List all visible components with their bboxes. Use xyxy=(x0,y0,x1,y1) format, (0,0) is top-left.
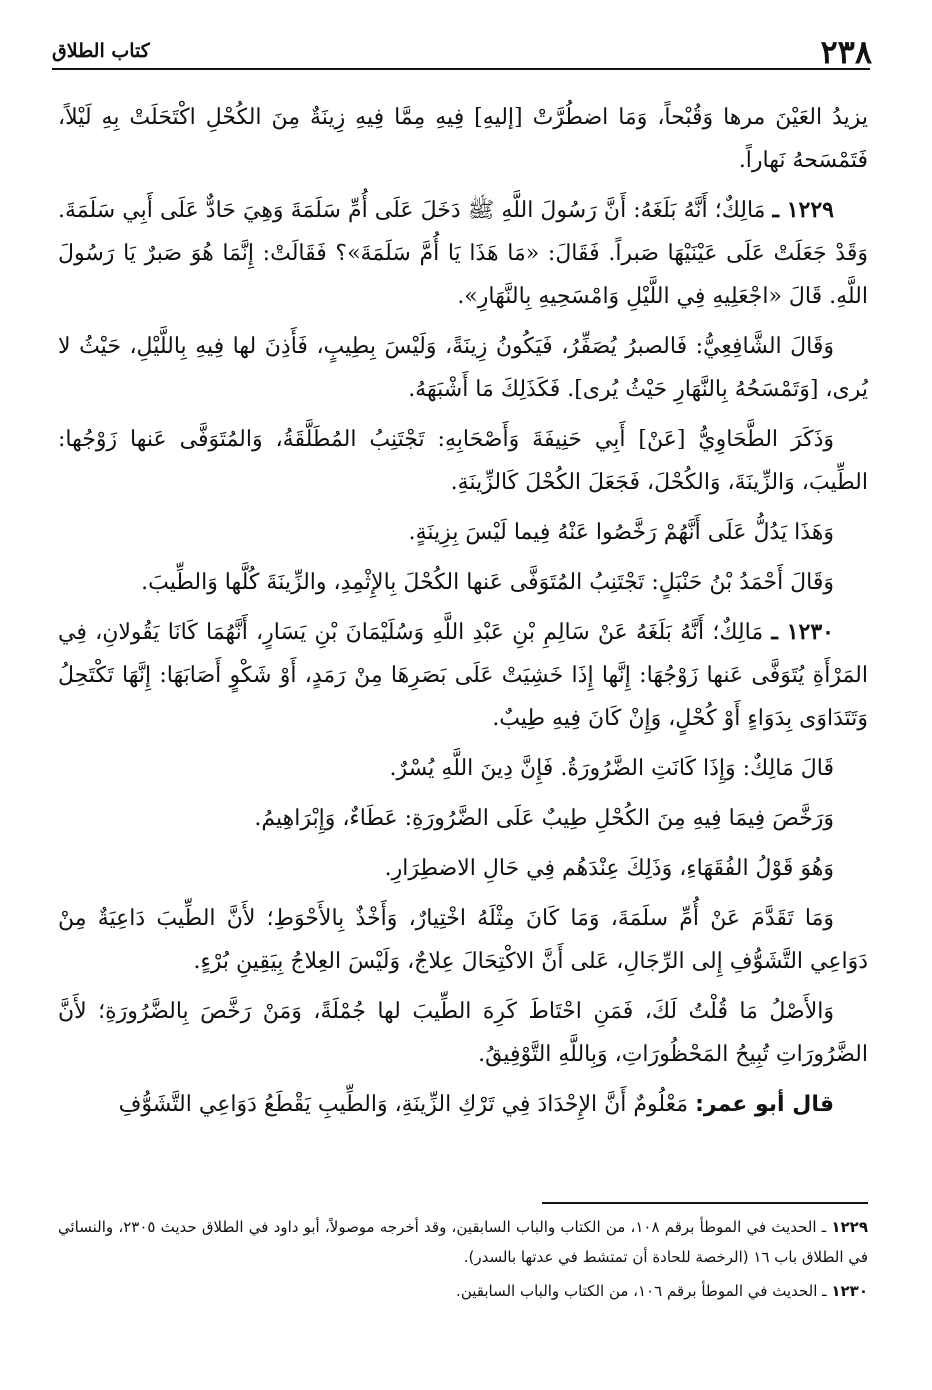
speaker-lead: قال أبو عمر: xyxy=(695,1092,834,1117)
page-header xyxy=(52,32,872,72)
footnote-number: ١٢٣٠ xyxy=(831,1282,868,1300)
footnote xyxy=(58,1276,868,1306)
paragraph-text: وَهَذَا يَدُلُّ عَلَى أَنَّهُمْ رَخَّصُوا عَنْهُ فِيما لَيْسَ بِزِينَةٍ. xyxy=(408,520,834,545)
hadith-1229 xyxy=(58,189,868,318)
paragraph xyxy=(58,511,868,554)
footnote-text: ـ الحديث في الموطأ برقم ١٠٨، من الكتاب والباب السابقين، وقد أخرجه موصولاً، أبو داود في الطلاق حديث ٢٣٠٥، والنسائي في الطلاق باب ١٦ (الرخصة للحادة أن تمتشط في عدتها بالسدر). xyxy=(58,1218,868,1266)
footnote-rule xyxy=(542,1202,868,1204)
paragraph xyxy=(58,1083,868,1126)
page-number: ٢٣٨ xyxy=(820,33,872,71)
paragraph xyxy=(58,325,868,411)
footnotes xyxy=(58,1212,868,1306)
footnote xyxy=(58,1212,868,1272)
footnote-number: ١٢٢٩ xyxy=(831,1218,868,1236)
paragraph xyxy=(58,847,868,890)
paragraph-text: وَذَكَرَ الطَّحَاوِيُّ [عَنْ] أَبِي حَنِيفَةَ وَأَصْحَابِهِ: تَجْتَنِبُ المُطَلَّقَةُ، وَالمُتَوَفَّى عَنها زَوْجُها: الطِّيبَ، وَالزِّينَةَ، وَالكُحْلَ، فَجَعَلَ الكُحْلَ كَالزِّينَةِ. xyxy=(58,427,868,495)
paragraph-text: وَرَخَّصَ فِيمَا فِيهِ مِنَ الكُحْلِ طِيبٌ عَلَى الضَّرُورَةِ: عَطَاءٌ، وَإِبْرَاهِيمُ. xyxy=(254,806,834,831)
paragraph xyxy=(58,897,868,983)
footnote-text: ـ الحديث في الموطأ برقم ١٠٦، من الكتاب والباب السابقين. xyxy=(456,1282,827,1300)
paragraph-text: وَهُوَ قَوْلُ الفُقَهَاءِ، وَذَلِكَ عِنْدَهُم فِي حَالِ الاضطِرَارِ. xyxy=(384,856,834,881)
main-text xyxy=(58,96,868,1133)
paragraph-text: وَالأَصْلُ مَا قُلْتُ لَكَ، فَمَنِ احْتَاطَ كَرِهَ الطِّيبَ لها جُمْلَةً، وَمَنْ رَخَّصَ بِالضَّرُورَةِ؛ لأَنَّ الضَّرُورَاتِ تُبِيحُ المَحْظُورَاتِ، وَبِاللَّهِ التَّوْفِيقُ. xyxy=(58,999,868,1067)
paragraph xyxy=(58,96,868,182)
paragraph-text: وَقَالَ الشَّافِعِيُّ: فَالصبرُ يُصَفِّرُ، فَيَكُونُ زِينَةً، وَلَيْسَ بِطِيبٍ، فَأَذِنَ لها فِيهِ بِاللَّيْلِ، حَيْثُ لا يُرى، [وَتَمْسَحُهُ بِالنَّهَارِ حَيْثُ يُرى]. فَكَذَلِكَ مَا أَشْبَهَهُ. xyxy=(58,334,868,402)
paragraph xyxy=(58,797,868,840)
hadith-1230 xyxy=(58,611,868,740)
paragraph-text: وَقَالَ أَحْمَدُ بْنُ حَنْبَلٍ: تَجْتَنِبُ المُتَوَفَّى عَنها الكُحْلَ بِالإِثْمِدِ، والزِّينَةَ كُلَّها وَالطِّيبَ. xyxy=(141,570,834,595)
hadith-number: ١٢٣٠ ـ xyxy=(771,619,834,645)
paragraph-text: مَعْلُومٌ أَنَّ الإِحْدَادَ فِي تَرْكِ الزِّينَةِ، وَالطِّيبِ يَقْطَعُ دَوَاعِي التَّشَوُّفِ xyxy=(118,1092,689,1117)
paragraph-text: يزيدُ العَيْنَ مرها وَقُبْحاً، وَمَا اضطُرَّتْ [إليهِ] فِيهِ مِمَّا فِيهِ زِينَةٌ مِنَ الكُحْلِ اكْتَحَلَتْ بِهِ لَيْلاً، فَتَمْسَحهُ نَهاراً. xyxy=(58,105,868,173)
paragraph xyxy=(58,990,868,1076)
paragraph-text: قَالَ مَالِكٌ: وَإِذَا كَانَتِ الضَّرُورَةُ. فَإِنَّ دِينَ اللَّهِ يُسْرٌ. xyxy=(389,756,834,781)
paragraph xyxy=(58,561,868,604)
header-rule xyxy=(52,68,870,70)
paragraph xyxy=(58,418,868,504)
paragraph xyxy=(58,747,868,790)
paragraph-text: مَالِكٌ؛ أَنَّهُ بَلَغَهُ: أَنَّ رَسُولَ اللَّهِ ﷺ دَخَلَ عَلَى أُمِّ سَلَمَةَ وَهِيَ حَادٌّ عَلَى أَبِي سَلَمَةَ. وَقَدْ جَعَلَتْ عَلَى عَيْنَيْهَا صَبراً. فَقَالَ: «مَا هَذَا يَا أُمَّ سَلَمَةَ»؟ فَقَالَتْ: إِنَّمَا هُوَ صَبرٌ يَا رَسُولَ اللَّهِ. قَالَ «اجْعَلِيهِ فِي اللَّيْلِ وَامْسَحِيهِ بِالنَّهَارِ». xyxy=(58,198,868,309)
paragraph-text: وَمَا تَقَدَّمَ عَنْ أُمِّ سلَمَةَ، وَمَا كَانَ مِثْلَهُ اخْتِيارٌ، وَأَخْذٌ بِالأَحْوَطِ؛ لأَنَّ الطِّيبَ دَاعِيَةٌ مِنْ دَوَاعِي التَّشَوُّفِ إِلى الرِّجَالِ، عَلى أَنَّ الاكْتِحَالَ عِلاجٌ، وَلَيْسَ العِلاجُ بِيَقِينِ بُرْءٍ. xyxy=(58,906,868,974)
running-title: كتاب الطلاق xyxy=(52,40,150,62)
hadith-number: ١٢٢٩ ـ xyxy=(772,197,834,223)
paragraph-text: مَالِكٌ؛ أَنَّهُ بَلَغَهُ عَنْ سَالِمِ بْنِ عَبْدِ اللَّهِ وَسُلَيْمَانَ بْنِ يَسَارٍ، أَنَّهُمَا كَانَا يَقُولانِ، فِي المَرْأَةِ يُتَوَفَّى عَنها زَوْجُهَا: إِنَّها إِذَا خَشِيَتْ عَلَى بَصَرِهَا مِنْ رَمَدٍ، أَوْ شَكْوٍ أَصَابَهَا: إِنَّهَا تَكْتَحِلُ وَتَتَدَاوَى بِدَوَاءٍ أَوْ كُحْلٍ، وَإِنْ كَانَ فِيهِ طِيبٌ. xyxy=(58,620,868,731)
